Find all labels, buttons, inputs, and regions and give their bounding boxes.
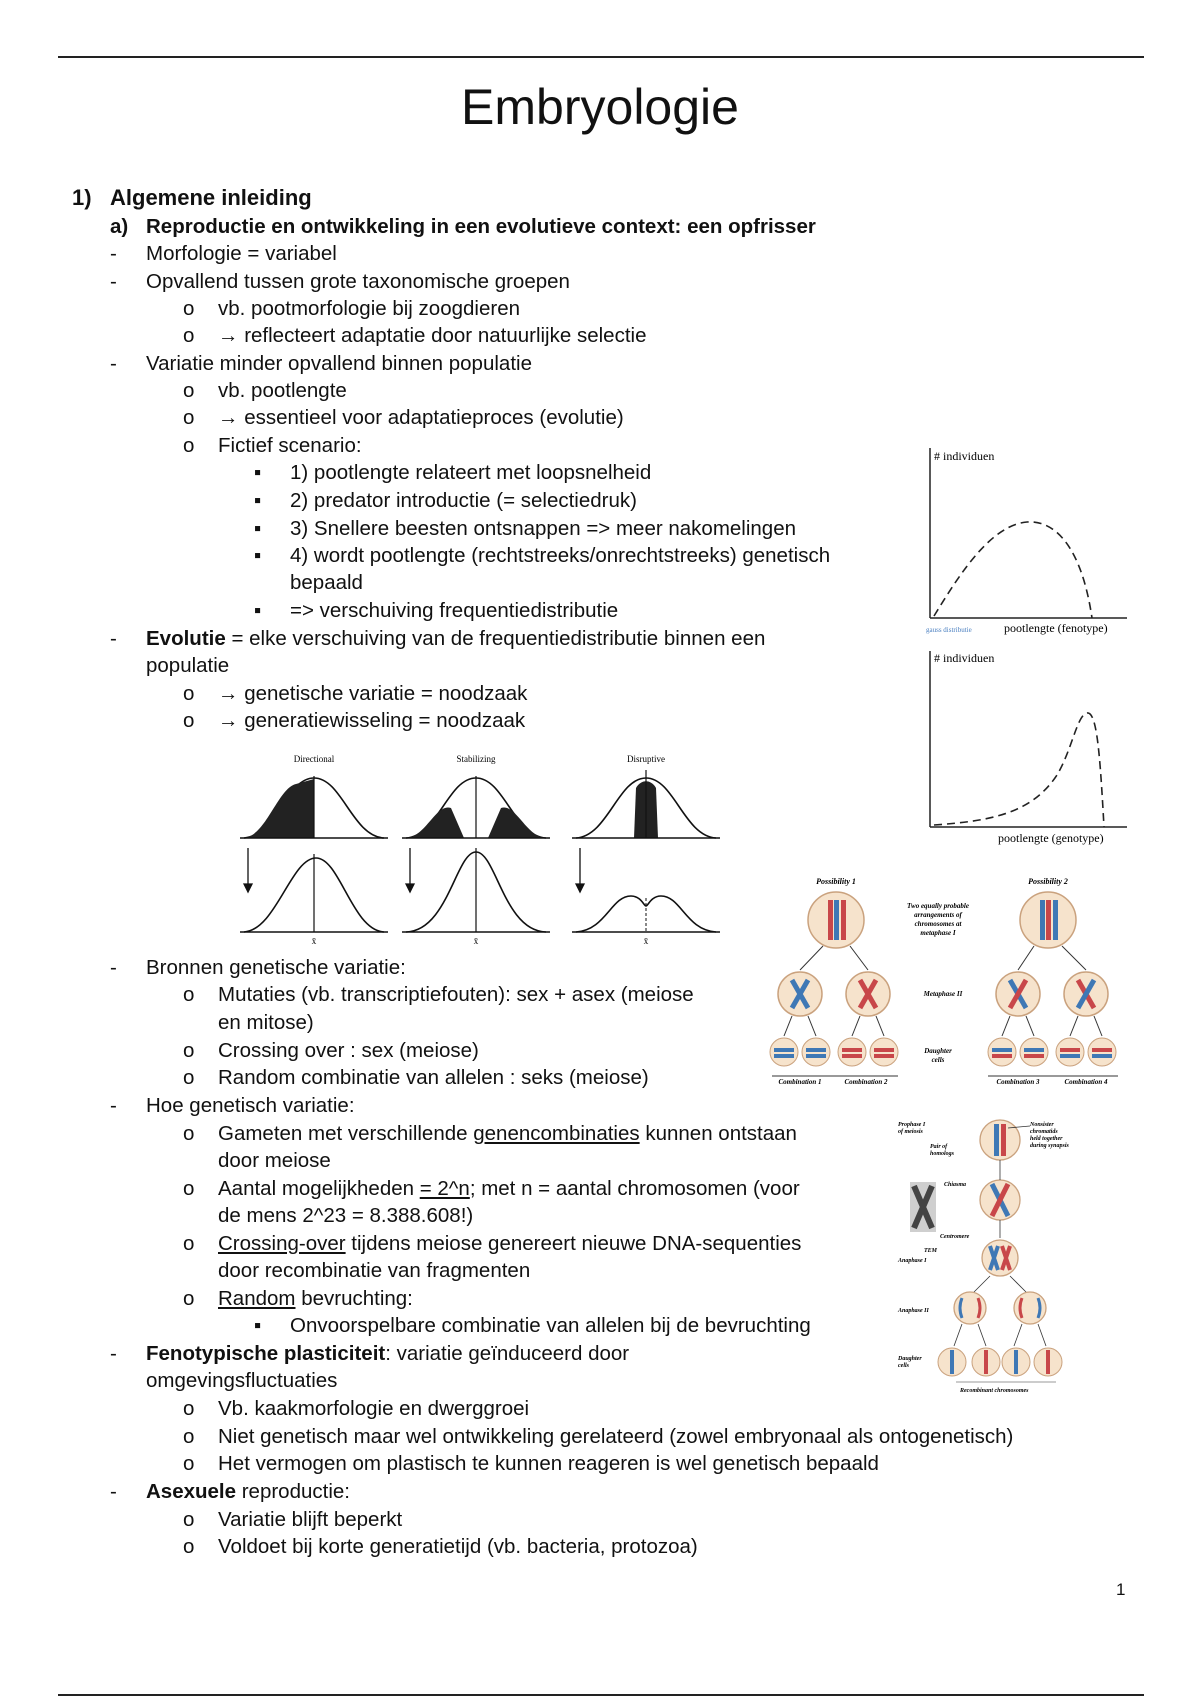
line-aantal-a: Aantal mogelijkheden = 2^n; met n = aantal chromosomen (voor <box>218 1177 800 1200</box>
stabilizing-after <box>402 848 550 932</box>
feno-term: Fenotypische plasticiteit <box>146 1342 386 1365</box>
bullet-square: ▪ <box>254 1314 262 1337</box>
line-random-comb: Random combinatie van allelen : seks (meiose) <box>218 1066 649 1089</box>
metaphase2-label: Metaphase II <box>923 990 963 998</box>
directional-after <box>240 854 388 932</box>
line-opvallend: Opvallend tussen grote taxonomische groepen <box>146 270 570 293</box>
line-feno: Fenotypische plasticiteit: variatie geïnduceerd door <box>146 1342 630 1365</box>
selection-types-figure <box>236 748 736 948</box>
disruptive-before <box>572 770 720 838</box>
bullet-square: ▪ <box>254 544 262 567</box>
line-morfologie: Morfologie = variabel <box>146 242 337 265</box>
line-s4a: 4) wordt pootlengte (rechtstreeks/onrechtstreeks) genetisch <box>290 544 831 567</box>
page-title: Embryologie <box>461 79 739 135</box>
line-feno-2: omgevingsfluctuaties <box>146 1369 338 1392</box>
line-asex: Asexuele reproductie: <box>146 1480 350 1503</box>
svg-text:Daughter: Daughter <box>898 1356 922 1362</box>
line-vb-poot: vb. pootmorfologie bij zoogdieren <box>218 297 520 320</box>
dist1-note: gauss distributie <box>926 626 972 634</box>
bullet-circle: o <box>183 1425 195 1448</box>
section-heading: Algemene inleiding <box>110 185 312 210</box>
svg-text:homologs: homologs <box>930 1151 955 1157</box>
line-gameten-b: door meiose <box>218 1149 331 1172</box>
page-number: 1 <box>1116 1580 1126 1599</box>
line-co-b: door recombinatie van fragmenten <box>218 1259 531 1282</box>
svg-text:chromatids: chromatids <box>1030 1129 1058 1135</box>
mean-label: x̄ <box>311 936 317 946</box>
label-stabilizing: Stabilizing <box>456 754 496 764</box>
svg-text:Combination 2: Combination 2 <box>844 1078 888 1086</box>
stabilizing-before <box>402 776 550 838</box>
bullet-circle: o <box>183 1508 195 1531</box>
svg-text:Combination 4: Combination 4 <box>1064 1078 1108 1086</box>
svg-text:Anaphase I: Anaphase I <box>898 1258 927 1264</box>
mean-label: x̄ <box>643 936 649 946</box>
bullet-circle: o <box>183 297 195 320</box>
subsection-heading: Reproductie en ontwikkeling in een evolutieve context: een opfrisser <box>146 215 816 238</box>
asex-term: Asexuele <box>146 1480 237 1503</box>
line-gameten-a: Gameten met verschillende genencombinaties kunnen ontstaan <box>218 1122 797 1145</box>
svg-text:Combination 1: Combination 1 <box>778 1078 822 1086</box>
dist2-xlabel: pootlengte (genotype) <box>998 831 1104 845</box>
svg-text:Nonsister: Nonsister <box>1030 1122 1054 1128</box>
bullet-circle: o <box>183 983 195 1006</box>
svg-text:TEM: TEM <box>924 1248 938 1254</box>
bullet-circle: o <box>183 1039 195 1062</box>
bullet-circle: o <box>183 1177 195 1200</box>
top-rule <box>58 56 1144 58</box>
bullet-circle: o <box>183 1452 195 1475</box>
section-number: 1) <box>72 185 92 210</box>
line-co-a: Crossing-over tijdens meiose genereert nieuwe DNA-sequenties <box>218 1232 802 1255</box>
bullet-dash: - <box>110 1480 117 1503</box>
svg-text:Centromere: Centromere <box>940 1234 970 1240</box>
bullet-dash: - <box>110 1094 117 1117</box>
line-evolutie-2: populatie <box>146 654 230 677</box>
line-mutaties-a: Mutaties (vb. transcriptiefouten): sex + asex (meiose <box>218 983 694 1006</box>
bullet-circle: o <box>183 1287 195 1310</box>
line-s3: 3) Snellere beesten ontsnappen => meer nakomelingen <box>290 517 797 540</box>
line-s1: 1) pootlengte relateert met loopsnelheid <box>290 461 652 484</box>
bullet-circle: o <box>183 682 195 705</box>
line-voldoet: Voldoet bij korte generatietijd (vb. bacteria, protozoa) <box>218 1535 698 1558</box>
line-hoe: Hoe genetisch variatie: <box>146 1094 355 1117</box>
svg-text:of meiosis: of meiosis <box>898 1129 923 1135</box>
bullet-square: ▪ <box>254 517 262 540</box>
bullet-dash: - <box>110 242 117 265</box>
bullet-circle: o <box>183 1535 195 1558</box>
svg-text:Anaphase II: Anaphase II <box>898 1308 929 1314</box>
line-fictief: Fictief scenario: <box>218 434 362 457</box>
bullet-dash: - <box>110 627 117 650</box>
line-bronnen: Bronnen genetische variatie: <box>146 956 406 979</box>
bullet-circle: o <box>183 379 195 402</box>
arrow-icon: → <box>218 406 239 429</box>
line-genetische: → genetische variatie = noodzaak <box>218 682 528 705</box>
svg-text:Prophase I: Prophase I <box>898 1122 926 1128</box>
bullet-circle: o <box>183 406 195 429</box>
svg-text:metaphase I: metaphase I <box>920 929 956 937</box>
bullet-circle: o <box>183 1066 195 1089</box>
arrow-icon: → <box>218 709 239 732</box>
line-mutaties-b: en mitose) <box>218 1011 314 1034</box>
bullet-circle: o <box>183 709 195 732</box>
svg-text:cells: cells <box>931 1056 945 1064</box>
line-aantal-b: de mens 2^23 = 8.388.608!) <box>218 1204 474 1227</box>
line-evolutie: Evolutie = elke verschuiving van de frequentiedistributie binnen een <box>146 627 766 650</box>
svg-text:Recombinant chromosomes: Recombinant chromosomes <box>960 1388 1029 1394</box>
bullet-dash: - <box>110 352 117 375</box>
bullet-circle: o <box>183 1232 195 1255</box>
svg-text:Combination 3: Combination 3 <box>996 1078 1040 1086</box>
distribution-fenotype-figure <box>922 440 1132 636</box>
svg-text:Pair of: Pair of <box>930 1144 948 1150</box>
bullet-square: ▪ <box>254 489 262 512</box>
bullet-circle: o <box>183 434 195 457</box>
svg-text:Chiasma: Chiasma <box>944 1182 967 1188</box>
line-crossing: Crossing over : sex (meiose) <box>218 1039 479 1062</box>
disruptive-after <box>572 896 720 932</box>
arrow-icon: → <box>218 324 239 347</box>
line-vermogen: Het vermogen om plastisch te kunnen reageren is wel genetisch bepaald <box>218 1452 879 1475</box>
line-random: Random bevruchting: <box>218 1287 413 1310</box>
bullet-dash: - <box>110 270 117 293</box>
bullet-square: ▪ <box>254 461 262 484</box>
independent-assortment-figure <box>768 872 1128 1090</box>
bullet-dash: - <box>110 956 117 979</box>
svg-text:Two equally probable: Two equally probable <box>907 902 969 910</box>
svg-text:held together: held together <box>1030 1136 1063 1142</box>
bottom-rule <box>58 1694 1144 1696</box>
line-generatie: → generatiewisseling = noodzaak <box>218 709 526 732</box>
directional-before <box>240 776 388 838</box>
crossing-over-figure <box>896 1118 1096 1396</box>
line-reflecteert: → reflecteert adaptatie door natuurlijke selectie <box>218 324 647 347</box>
distribution-genotype-figure <box>922 645 1132 850</box>
label-directional: Directional <box>293 754 335 764</box>
subsection-letter: a) <box>110 215 129 238</box>
svg-text:arrangements of: arrangements of <box>914 911 962 919</box>
svg-text:Daughter: Daughter <box>924 1047 952 1055</box>
line-essentieel: → essentieel voor adaptatieproces (evolutie) <box>218 406 624 429</box>
bullet-square: ▪ <box>254 599 262 622</box>
line-s4b: bepaald <box>290 571 363 594</box>
line-niet-genetisch: Niet genetisch maar wel ontwikkeling gerelateerd (zowel embryonaal als ontogenetisch) <box>218 1425 1014 1448</box>
bullet-circle: o <box>183 1122 195 1145</box>
line-variatie-minder: Variatie minder opvallend binnen populatie <box>146 352 532 375</box>
mean-label: x̄ <box>473 936 479 946</box>
arrow-down-icon <box>244 848 584 892</box>
svg-text:during synapsis: during synapsis <box>1030 1143 1069 1149</box>
dist1-ylabel: # individuen <box>934 449 995 463</box>
line-beperkt: Variatie blijft beperkt <box>218 1508 403 1531</box>
line-kaak: Vb. kaakmorfologie en dwerggroei <box>218 1397 530 1420</box>
line-onvoorspelbaar: Onvoorspelbare combinatie van allelen bij de bevruchting <box>290 1314 811 1337</box>
bullet-circle: o <box>183 1397 195 1420</box>
line-s5: => verschuiving frequentiedistributie <box>290 599 619 622</box>
evolutie-term: Evolutie <box>146 627 226 650</box>
line-s2: 2) predator introductie (= selectiedruk) <box>290 489 637 512</box>
dist2-ylabel: # individuen <box>934 651 995 665</box>
svg-text:cells: cells <box>898 1363 909 1369</box>
bullet-circle: o <box>183 324 195 347</box>
bullet-dash: - <box>110 1342 117 1365</box>
svg-text:chromosomes at: chromosomes at <box>914 920 962 928</box>
possibility1-label: Possibility 1 <box>816 877 856 886</box>
line-vb-lengte: vb. pootlengte <box>218 379 347 402</box>
label-disruptive: Disruptive <box>627 754 665 764</box>
dist1-xlabel: pootlengte (fenotype) <box>1004 621 1108 635</box>
arrow-icon: → <box>218 682 239 705</box>
possibility2-label: Possibility 2 <box>1028 877 1068 886</box>
